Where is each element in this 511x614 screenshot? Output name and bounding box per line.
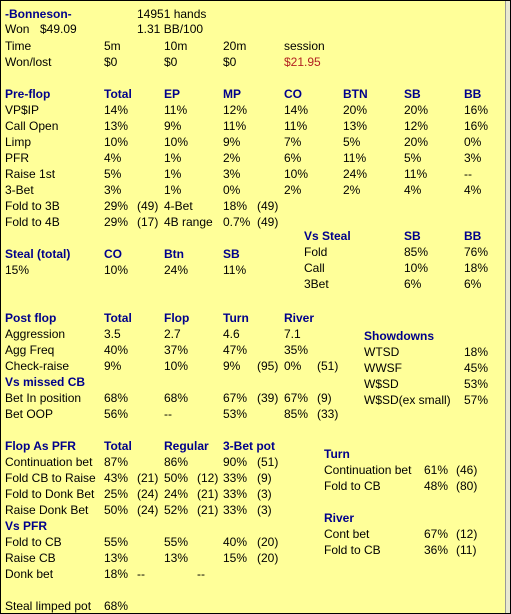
preflop-cell: 4% [104,151,122,165]
aggression-label: Aggression [5,327,66,341]
preflop-cell: 1% [164,183,182,197]
bet-oop-label: Bet OOP [5,407,54,421]
preflop-header: CO [284,87,302,101]
preflop-cell: 11% [284,119,308,133]
agg-freq-cell: 35% [284,343,309,357]
flop-pfr-row-label: Raise Donk Bet [5,503,89,517]
flop-pfr-count: (24) [137,503,159,517]
flop-pfr-count: (24) [137,487,159,501]
bet-oop-cell: -- [164,407,172,421]
preflop-cell: 7% [284,135,302,149]
preflop-cell: 6% [284,151,302,165]
flop-pfr-header: 3-Bet pot [223,439,275,453]
flop-pfr-cell: 87% [104,455,129,469]
check-raise-cell: 9% [104,359,122,373]
preflop-cell: 14% [284,103,309,117]
preflop-cell: 4% [404,183,422,197]
river-cell: 67% [424,527,449,541]
flop-pfr-cell: 33% [223,487,248,501]
flop-pfr-cell: 90% [223,455,248,469]
missed-cb-title: Vs missed CB [5,375,86,389]
time-col: 20m [223,39,247,53]
river-row-label: Cont bet [324,527,370,541]
preflop-cell: 10% [104,135,129,149]
preflop-cell: 13% [343,119,368,133]
turn-count: (80) [456,479,478,493]
vs-pfr-row-label: Raise CB [5,551,56,565]
fourbet-value: 18% [223,199,248,213]
fold3b-value: 29% [104,199,129,213]
bb-rate: 1.31 BB/100 [137,22,204,36]
preflop-cell: 11% [404,167,428,181]
fourbet-range-label: 4B range [164,215,213,229]
vs-steal-cell: 85% [404,245,429,259]
vs-pfr-cell: 13% [104,551,129,565]
preflop-header: Total [104,87,132,101]
preflop-cell: 9% [164,119,182,133]
postflop-header: Flop [164,311,190,325]
time-col: session [284,39,325,53]
fold3b-label: Fold to 3B [5,199,60,213]
flop-pfr-count: (3) [257,503,272,517]
bet-in-position-count: (39) [257,391,279,405]
turn-row-label: Continuation bet [324,463,412,477]
fourbet-label: 4-Bet [164,199,193,213]
preflop-row-label: Call Open [5,119,59,133]
preflop-cell: -- [464,167,472,181]
turn-title: Turn [324,447,350,461]
river-count: (11) [456,543,477,557]
won-amount: $49.09 [40,22,77,36]
preflop-cell: 9% [223,135,241,149]
bet-in-position-label: Bet In position [5,391,82,405]
wonlost-col: $0 [223,55,237,69]
preflop-cell: 14% [104,103,129,117]
vs-steal-cell: 6% [404,277,422,291]
vs-steal-row-label: Fold [304,245,328,259]
preflop-cell: 11% [223,119,247,133]
preflop-cell: 5% [404,151,422,165]
steal-limped-value: 68% [104,599,129,613]
preflop-cell: 0% [223,183,241,197]
preflop-cell: 10% [284,167,309,181]
flop-pfr-cell: 52% [164,503,189,517]
showdown-value: 53% [464,377,489,391]
turn-cell: 61% [424,463,449,477]
wonlost-col: $0 [104,55,118,69]
flop-pfr-count: (51) [257,455,279,469]
preflop-cell: 10% [164,135,189,149]
aggression-cell: 3.5 [104,327,121,341]
vs-pfr-cell: 13% [164,551,189,565]
aggression-cell: 4.6 [223,327,240,341]
flop-pfr-row-label: Fold to Donk Bet [5,487,95,501]
showdown-label: WWSF [364,361,402,375]
agg-freq-cell: 47% [223,343,248,357]
turn-row-label: Fold to CB [324,479,381,493]
bet-oop-count: (33) [317,407,339,421]
showdown-label: W$SD(ex small) [364,393,451,407]
vs-steal-cell: 10% [404,261,429,275]
turn-count: (46) [456,463,478,477]
steal-cell: 11% [223,263,247,277]
vs-pfr-title: Vs PFR [5,519,48,533]
bet-oop-cell: 85% [284,407,309,421]
fold4b-value: 29% [104,215,129,229]
preflop-cell: 2% [343,183,361,197]
fourbet-count: (49) [257,199,279,213]
preflop-row-label: Raise 1st [5,167,56,181]
vs-pfr-cell: 55% [104,535,129,549]
preflop-cell: 20% [404,103,429,117]
postflop-header: River [284,311,315,325]
preflop-cell: 12% [404,119,429,133]
preflop-cell: 12% [223,103,248,117]
showdown-label: WTSD [364,345,400,359]
check-raise-cell: 10% [164,359,189,373]
preflop-cell: 13% [104,119,129,133]
flop-pfr-cell: 43% [104,471,129,485]
vs-pfr-count: (20) [257,551,279,565]
postflop-header: Turn [223,311,249,325]
fold3b-count: (49) [137,199,159,213]
showdown-value: 18% [464,345,489,359]
flop-pfr-cell: 33% [223,471,248,485]
check-raise-cell: 9% [223,359,241,373]
aggression-cell: 7.1 [284,327,301,341]
preflop-cell: 11% [343,151,367,165]
vs-steal-header: BB [464,229,482,243]
vs-steal-cell: 18% [464,261,489,275]
vs-pfr-row-label: Donk bet [5,567,54,581]
bet-oop-cell: 56% [104,407,129,421]
preflop-cell: 0% [464,135,482,149]
bet-in-position-cell: 67% [223,391,248,405]
preflop-header: EP [164,87,181,101]
steal-header: CO [104,247,122,261]
preflop-cell: 1% [164,151,182,165]
preflop-title: Pre-flop [5,87,51,101]
preflop-cell: 3% [464,151,482,165]
preflop-header: BTN [343,87,368,101]
steal-limped-label: Steal limped pot [5,599,92,613]
fold4b-label: Fold to 4B [5,215,60,229]
vs-steal-cell: 76% [464,245,489,259]
river-count: (12) [456,527,478,541]
river-row-label: Fold to CB [324,543,381,557]
flop-pfr-cell: 33% [223,503,248,517]
check-raise-count: (51) [317,359,339,373]
flop-pfr-cell: 86% [164,455,189,469]
check-raise-label: Check-raise [5,359,70,373]
vs-pfr-count: (20) [257,535,279,549]
wonlost-session: $21.95 [284,55,321,69]
aggression-cell: 2.7 [164,327,181,341]
agg-freq-cell: 37% [164,343,189,357]
showdown-value: 45% [464,361,489,375]
bet-in-position-cell: 68% [104,391,129,405]
preflop-cell: 16% [464,119,489,133]
preflop-row-label: VP$IP [5,103,40,117]
fold4b-count: (17) [137,215,159,229]
won-label: Won [5,22,30,36]
agg-freq-label: Agg Freq [5,343,55,357]
showdown-value: 57% [464,393,489,407]
vs-steal-row-label: Call [304,261,325,275]
vs-pfr-cell: -- [137,567,145,581]
wonlost-col: $0 [164,55,178,69]
player-name: -Bonneson- [5,7,72,21]
postflop-title: Post flop [5,311,57,325]
vs-pfr-row-label: Fold to CB [5,535,62,549]
preflop-row-label: Limp [5,135,32,149]
preflop-header: SB [404,87,421,101]
vs-steal-cell: 6% [464,277,482,291]
preflop-cell: 20% [404,135,429,149]
flop-pfr-row-label: Fold CB to Raise [5,471,96,485]
preflop-cell: 1% [164,167,182,181]
fourbet-range-value: 0.7% [223,215,251,229]
showdowns-title: Showdowns [364,329,434,343]
flop-pfr-title: Flop As PFR [5,439,76,453]
bet-in-position-cell: 68% [164,391,189,405]
vs-pfr-cell: 15% [223,551,248,565]
river-cell: 36% [424,543,449,557]
vs-pfr-cell: 55% [164,535,189,549]
steal-cell: 10% [104,263,129,277]
wonlost-label: Won/lost [5,55,52,69]
postflop-header: Total [104,311,132,325]
vs-pfr-cell: -- [197,567,205,581]
preflop-cell: 24% [343,167,368,181]
fourbet-range-count: (49) [257,215,279,229]
bet-in-position-count: (9) [317,391,332,405]
flop-pfr-count: (9) [257,471,272,485]
flop-pfr-header: Regular [164,439,209,453]
vs-steal-row-label: 3Bet [304,277,329,291]
check-raise-count: (95) [257,359,279,373]
preflop-row-label: PFR [5,151,29,165]
showdown-label: W$SD [364,377,399,391]
vs-pfr-cell: 18% [104,567,129,581]
flop-pfr-count: (3) [257,487,272,501]
preflop-cell: 4% [464,183,482,197]
steal-header: SB [223,247,240,261]
hands-count: 14951 hands [137,7,207,21]
check-raise-cell: 0% [284,359,302,373]
preflop-header: BB [464,87,482,101]
preflop-row-label: 3-Bet [5,183,34,197]
flop-pfr-count: (21) [197,503,219,517]
preflop-cell: 5% [343,135,361,149]
flop-pfr-count: (21) [137,471,159,485]
flop-pfr-cell: 50% [164,471,189,485]
flop-pfr-row-label: Continuation bet [5,455,93,469]
preflop-header: MP [223,87,241,101]
preflop-cell: 5% [104,167,122,181]
bet-oop-cell: 53% [223,407,248,421]
flop-pfr-cell: 50% [104,503,129,517]
turn-cell: 48% [424,479,449,493]
vs-pfr-cell: 40% [223,535,248,549]
time-col: 10m [164,39,188,53]
vs-steal-title: Vs Steal [304,229,351,243]
vs-steal-header: SB [404,229,421,243]
flop-pfr-header: Total [104,439,132,453]
preflop-cell: 16% [464,103,489,117]
steal-cell: 15% [5,263,30,277]
preflop-cell: 11% [164,103,188,117]
time-col: 5m [104,39,121,53]
steal-title: Steal (total) [5,247,71,261]
preflop-cell: 2% [223,151,241,165]
river-title: River [324,511,355,525]
flop-pfr-count: (21) [197,487,219,501]
preflop-cell: 2% [284,183,302,197]
flop-pfr-cell: 25% [104,487,129,501]
time-label: Time [5,39,32,53]
window-edge-scrollbar[interactable] [505,1,510,613]
bet-in-position-cell: 67% [284,391,309,405]
flop-pfr-cell: 24% [164,487,189,501]
steal-cell: 24% [164,263,189,277]
steal-header: Btn [164,247,184,261]
preflop-cell: 20% [343,103,368,117]
agg-freq-cell: 40% [104,343,129,357]
preflop-cell: 3% [104,183,122,197]
preflop-cell: 3% [223,167,241,181]
flop-pfr-count: (12) [197,471,219,485]
